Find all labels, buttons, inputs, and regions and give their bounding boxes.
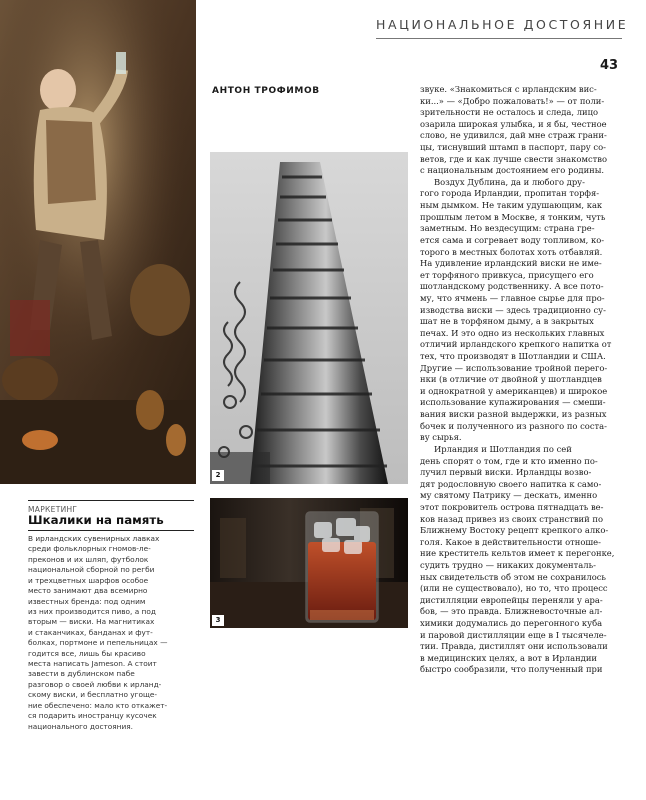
article-line: бов, — это правда. Ближневосточные ал- <box>420 606 603 617</box>
article-line: ет торфяного привкуса, присущего его <box>420 269 594 280</box>
article-line: лучил первый виски. Ирландцы возво- <box>420 467 592 478</box>
article-line: гого города Ирландии, пропитан торфя- <box>420 188 600 199</box>
article-line: заметным. Но вездесущим: страна гре- <box>420 223 595 234</box>
sidebar-line: известных бренда: под одним <box>28 596 146 606</box>
sidebar-line: из них производится пиво, а под <box>28 606 156 616</box>
article-line: На удивление ирландский виски не име- <box>420 258 602 269</box>
article-line: тех, что производят в Шотландии и США. <box>420 351 606 362</box>
sidebar-line: места написать Jameson. А стоит <box>28 659 157 669</box>
article-line: му святому Патрику — дескать, именно <box>420 490 598 501</box>
article-line: изводства виски — здесь традиционно су- <box>420 304 606 315</box>
article-line: химики додумались до перегонного куба <box>420 618 603 629</box>
article-line: с национальным достоянием его родины. <box>420 165 605 176</box>
article-line: бочек и полученного из разного по соста- <box>420 420 607 431</box>
article-line: этот покровитель острова пятнадцать ве- <box>420 501 604 512</box>
article-line: ветов, где и как лучше свести знакомство <box>420 153 608 164</box>
sidebar-rubric: МАРКЕТИНГ <box>28 505 78 514</box>
article-line: и однократной у американцев) и широкое <box>420 385 608 396</box>
sidebar-line: годится все, лишь бы красиво <box>28 648 146 658</box>
article-line: озарила широкая улыбка, и я бы, честное <box>420 118 607 129</box>
sidebar-line: среди фольклорных гномов-ле- <box>28 544 151 554</box>
article-line: ки...» — «Добро пожаловать!» — от поли- <box>420 95 605 106</box>
article-line: Воздух Дублина, да и любого дру- <box>434 176 585 187</box>
sidebar-line: В ирландских сувенирных лавках <box>28 534 160 543</box>
article-line: дистилляции европейцы переняли у ара- <box>420 594 603 605</box>
article-line: Ближнему Востоку рецепт крепкого алко- <box>420 525 609 536</box>
sidebar-heading: Шкалики на память <box>28 513 164 527</box>
article-line: звуке. «Знакомиться с ирландским вис- <box>420 84 597 94</box>
photo-number-2: 2 <box>212 470 224 481</box>
article-line: тии. Правда, дистиллят они использовали <box>420 641 608 652</box>
sidebar-line: вторым — виски. На магнитиках <box>28 617 155 627</box>
article-line: ву сырья. <box>420 432 462 443</box>
article-line: дят родословную своего напитка к само- <box>420 478 602 489</box>
article-line: ние креститель кельтов имеет к перегонке, <box>420 548 615 559</box>
article-line: использование купажирования — смеши- <box>420 397 606 408</box>
author-byline: АНТОН ТРОФИМОВ <box>212 86 320 96</box>
sidebar-line: болках, портмоне и пепельницах — <box>28 638 168 648</box>
article-line: быстро сообразили, что полученный при <box>420 664 603 675</box>
article-line: печах. И это одно из нескольких главных <box>420 327 605 338</box>
article-line: цы, тиснувший штамп в паспорт, пару со- <box>420 142 606 153</box>
sidebar-line: национального достояния. <box>28 721 133 731</box>
article-line: вания виски разной выдержки, из разных <box>420 409 607 420</box>
article-body-column <box>420 84 626 676</box>
sidebar-line: и трехцветных шарфов особое <box>28 575 149 585</box>
article-line: шотландскому родственнику. А все пото- <box>420 281 604 292</box>
section-title: НАЦИОНАЛЬНОЕ ДОСТОЯНИЕ <box>376 17 629 32</box>
header-rule <box>376 38 622 39</box>
article-line: голя. Какое в действительности отноше- <box>420 536 601 547</box>
painting-illustration <box>0 0 196 484</box>
article-line: нки (в отличие от двойной у шотландцев <box>420 374 602 385</box>
article-line: торого в местных болотах хоть отбавляй. <box>420 246 603 257</box>
article-line: ных свидетельств об этом не сохранилось <box>420 571 606 582</box>
sidebar-line: национальной сборной по регби <box>28 565 155 575</box>
article-line: день спорят о том, где и кто именно по- <box>420 455 598 466</box>
article-line: прошлым летом в Москве, я тонким, чуть <box>420 211 606 222</box>
article-line: ков назад привез из своих странствий по <box>420 513 604 524</box>
sidebar-line: ся подарить иностранцу кусочек <box>28 711 157 721</box>
photo-whiskey-glass <box>210 498 408 628</box>
article-line: Ирландия и Шотландия по сей <box>434 443 572 454</box>
sidebar-line: преконов и их шляп, футболок <box>28 554 149 564</box>
sidebar-body <box>28 534 194 732</box>
article-line: отличий ирландского крепкого напитка от <box>420 339 612 350</box>
sidebar-line: ние обеспечено: мало кто откажет- <box>28 700 168 710</box>
article-line: и паровой дистилляции еще в I тысячеле- <box>420 629 607 640</box>
photo-still-column <box>210 152 408 484</box>
photo-number-3: 3 <box>212 615 224 626</box>
article-line: ным дымком. Не таким удушающим, как <box>420 200 603 211</box>
sidebar-line: место занимают два всемирно <box>28 586 148 596</box>
article-line: судить трудно — никаких документаль- <box>420 559 596 570</box>
article-line: слово, не удивился, дай мне страж грани- <box>420 130 607 141</box>
article-line: ется сама и согревает воду топливом, ко- <box>420 234 605 245</box>
sidebar-line: разговор о своей любви к ирланд- <box>28 679 162 689</box>
page-number: 43 <box>600 58 619 73</box>
article-line: шат не в торфяном дыму, а в закрытых <box>420 316 594 327</box>
article-line: Другие — использование тройной перего- <box>420 362 608 373</box>
sidebar-line: завести в дублинском пабе <box>28 669 135 679</box>
article-line: му, что ячмень — главное сырье для про- <box>420 292 605 303</box>
sidebar-top-rule <box>28 500 194 501</box>
sidebar-heading-rule <box>28 530 194 531</box>
article-line: зрительности не осталось и следа, лицо <box>420 107 599 118</box>
article-line: в медицинских целях, а вот в Ирландии <box>420 652 597 663</box>
article-line: (или не существовало), но то, что процесс <box>420 583 608 594</box>
sidebar-line: скому виски, и бесплатно угоще- <box>28 690 158 700</box>
sidebar-line: и стаканчиках, банданах и фут- <box>28 627 153 637</box>
